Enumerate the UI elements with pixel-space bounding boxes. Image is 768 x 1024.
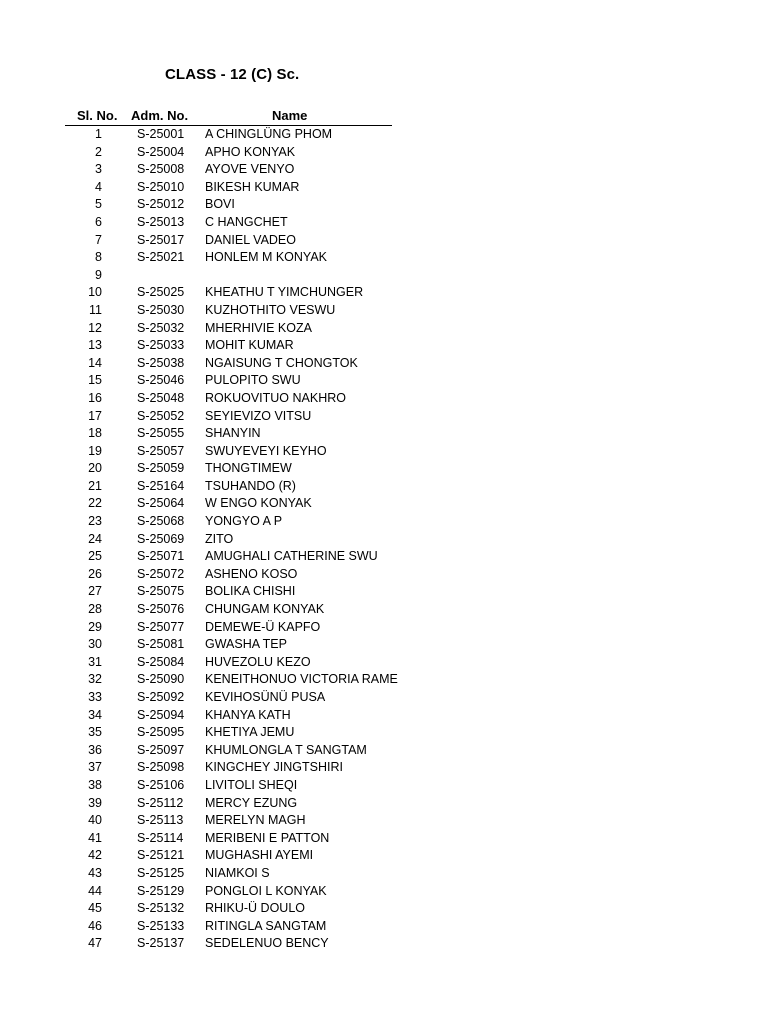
table-row: [65, 495, 392, 513]
student-name-cell: KUZHOTHITO VESWU: [205, 302, 336, 317]
table-row: [65, 214, 392, 232]
admission-number-cell: S-25057: [137, 443, 185, 458]
student-name-cell: GWASHA TEP: [205, 637, 287, 652]
table-row: [65, 443, 392, 461]
student-name-cell: BIKESH KUMAR: [205, 179, 300, 194]
table-row: [65, 812, 392, 830]
serial-number-cell: 46: [88, 918, 102, 933]
serial-number-cell: 47: [88, 936, 102, 951]
table-row: [65, 935, 392, 953]
student-name-cell: AYOVE VENYO: [205, 162, 295, 177]
student-name-cell: NIAMKOI S: [205, 865, 270, 880]
admission-number-cell: S-25097: [137, 742, 185, 757]
table-row: [65, 671, 398, 689]
serial-number-cell: 6: [95, 214, 102, 229]
student-name-cell: SEDELENUO BENCY: [205, 936, 329, 951]
table-row: [65, 284, 392, 302]
student-roster-table: [65, 106, 398, 953]
student-name-cell: BOLIKA CHISHI: [205, 584, 296, 599]
table-row: [65, 601, 392, 619]
serial-number-cell: 18: [88, 426, 102, 441]
table-row: [65, 320, 392, 338]
serial-number-cell: 27: [88, 584, 102, 599]
admission-number-cell: S-25032: [137, 320, 185, 335]
serial-number-cell: 38: [88, 777, 102, 792]
admission-number-cell: S-25132: [137, 901, 185, 916]
table-row: [65, 232, 392, 250]
serial-number-cell: 36: [88, 742, 102, 757]
serial-number-cell: 19: [88, 443, 102, 458]
admission-number-cell: S-25133: [137, 918, 185, 933]
table-row: [65, 408, 392, 426]
serial-number-cell: 13: [88, 338, 102, 353]
serial-number-cell: 8: [95, 250, 102, 265]
admission-number-cell: S-25052: [137, 408, 185, 423]
serial-number-cell: 24: [88, 531, 102, 546]
table-row: [65, 478, 392, 496]
student-name-cell: BOVI: [205, 197, 235, 212]
header-admission-number: Adm. No.: [131, 108, 189, 123]
student-name-cell: AMUGHALI CATHERINE SWU: [205, 549, 378, 564]
student-name-cell: KHUMLONGLA T SANGTAM: [205, 742, 367, 757]
serial-number-cell: 4: [95, 179, 102, 194]
table-row: [65, 144, 392, 162]
student-name-cell: KINGCHEY JINGTSHIRI: [205, 760, 343, 775]
student-name-cell: DANIEL VADEO: [205, 232, 296, 247]
table-row: [65, 249, 392, 267]
table-row: [65, 161, 392, 179]
serial-number-cell: 28: [88, 602, 102, 617]
admission-number-cell: S-25095: [137, 725, 185, 740]
table-row: [65, 759, 392, 777]
admission-number-cell: S-25113: [137, 813, 184, 828]
table-row: [65, 566, 392, 584]
header-serial-number: Sl. No.: [77, 108, 118, 123]
admission-number-cell: S-25004: [137, 144, 185, 159]
admission-number-cell: S-25033: [137, 338, 185, 353]
admission-number-cell: S-25125: [137, 865, 185, 880]
serial-number-cell: 10: [88, 285, 102, 300]
table-row: [65, 355, 392, 373]
admission-number-cell: S-25030: [137, 302, 185, 317]
student-name-cell: MHERHIVIE KOZA: [205, 320, 312, 335]
student-name-cell: KHEATHU T YIMCHUNGER: [205, 285, 364, 300]
table-row: [65, 126, 392, 144]
table-row: [65, 918, 392, 936]
admission-number-cell: S-25076: [137, 602, 185, 617]
student-name-cell: DEMEWE-Ü KAPFO: [205, 619, 321, 634]
student-name-cell: W ENGO KONYAK: [205, 496, 312, 511]
student-name-cell: KHANYA KATH: [205, 707, 291, 722]
table-row: [65, 548, 392, 566]
serial-number-cell: 31: [88, 654, 102, 669]
student-name-cell: A CHINGLÜNG PHOM: [205, 127, 333, 141]
table-row: [65, 302, 392, 320]
table-row: [65, 619, 392, 637]
table-row: [65, 531, 392, 549]
table-row: [65, 267, 392, 285]
student-name-cell: THONGTIMEW: [205, 461, 292, 476]
student-name-cell: HUVEZOLU KEZO: [205, 654, 311, 669]
admission-number-cell: S-25092: [137, 690, 185, 704]
table-row: [65, 777, 392, 795]
table-row: [65, 795, 392, 813]
serial-number-cell: 7: [95, 232, 102, 247]
admission-number-cell: S-25106: [137, 777, 185, 792]
serial-number-cell: 17: [88, 408, 102, 423]
serial-number-cell: 32: [88, 672, 102, 687]
admission-number-cell: S-25075: [137, 584, 185, 599]
serial-number-cell: 39: [88, 795, 102, 810]
student-name-cell: YONGYO A P: [205, 514, 283, 529]
student-name-cell: MERELYN MAGH: [205, 813, 306, 828]
admission-number-cell: S-25025: [137, 285, 185, 300]
student-name-cell: KHETIYA JEMU: [205, 725, 295, 740]
student-name-cell: RITINGLA SANGTAM: [205, 918, 327, 933]
serial-number-cell: 40: [88, 813, 102, 828]
admission-number-cell: S-25064: [137, 496, 185, 511]
serial-number-cell: 14: [88, 355, 102, 370]
admission-number-cell: S-25055: [137, 426, 185, 441]
table-row: [65, 513, 392, 531]
table-row: [65, 425, 392, 443]
table-row: [65, 636, 392, 654]
serial-number-cell: 34: [88, 707, 102, 722]
table-row: [65, 654, 392, 672]
student-name-cell: CHUNGAM KONYAK: [205, 602, 325, 617]
serial-number-cell: 41: [88, 830, 102, 845]
header-name: Name: [272, 108, 308, 123]
student-name-cell: ZITO: [205, 531, 234, 546]
student-name-cell: MERIBENI E PATTON: [205, 830, 330, 845]
serial-number-cell: 37: [88, 760, 102, 775]
serial-number-cell: 44: [88, 883, 102, 898]
admission-number-cell: S-25010: [137, 179, 185, 194]
admission-number-cell: S-25129: [137, 883, 185, 898]
serial-number-cell: 45: [88, 901, 102, 916]
student-name-cell: MOHIT KUMAR: [205, 338, 294, 353]
student-name-cell: PULOPITO SWU: [205, 373, 301, 388]
admission-number-cell: S-25137: [137, 936, 185, 951]
admission-number-cell: S-25038: [137, 355, 185, 370]
admission-number-cell: S-25121: [137, 848, 185, 863]
admission-number-cell: S-25059: [137, 461, 185, 476]
serial-number-cell: 12: [88, 320, 102, 335]
student-name-cell: KEVIHOSÜNÜ PUSA: [205, 690, 326, 704]
student-name-cell: MUGHASHI AYEMI: [205, 848, 314, 863]
serial-number-cell: 5: [95, 197, 102, 212]
serial-number-cell: 29: [88, 619, 102, 634]
table-row: [65, 865, 392, 883]
serial-number-cell: 25: [88, 549, 102, 564]
student-name-cell: MERCY EZUNG: [205, 795, 298, 810]
serial-number-cell: 2: [95, 144, 102, 159]
admission-number-cell: S-25008: [137, 162, 185, 177]
serial-number-cell: 16: [88, 390, 102, 405]
student-name-cell: PONGLOI L KONYAK: [205, 883, 327, 898]
table-row: [65, 583, 392, 601]
admission-number-cell: S-25081: [137, 637, 185, 652]
table-row: [65, 337, 392, 355]
serial-number-cell: 42: [88, 848, 102, 863]
table-body: [65, 126, 398, 953]
admission-number-cell: S-25068: [137, 514, 185, 529]
admission-number-cell: S-25013: [137, 214, 185, 229]
table-header: [65, 106, 392, 126]
serial-number-cell: 35: [88, 725, 102, 740]
serial-number-cell: 1: [95, 127, 102, 141]
table-row: [65, 689, 392, 707]
student-name-cell: SHANYIN: [205, 426, 261, 441]
student-name-cell: C HANGCHET: [205, 214, 288, 229]
admission-number-cell: S-25046: [137, 373, 185, 388]
admission-number-cell: S-25090: [137, 672, 185, 687]
serial-number-cell: 22: [88, 496, 102, 511]
student-name-cell: HONLEM M KONYAK: [205, 250, 328, 265]
serial-number-cell: 30: [88, 637, 102, 652]
admission-number-cell: S-25001: [137, 127, 185, 141]
table-row: [65, 196, 392, 214]
page-title: CLASS - 12 (C) Sc.: [165, 66, 300, 83]
student-name-cell: KENEITHONUO VICTORIA RAME: [205, 672, 398, 687]
serial-number-cell: 9: [95, 267, 102, 282]
serial-number-cell: 23: [88, 514, 102, 529]
table-row: [65, 390, 392, 408]
admission-number-cell: S-25164: [137, 478, 185, 493]
serial-number-cell: 20: [88, 461, 102, 476]
table-row: [65, 724, 392, 742]
table-row: [65, 460, 392, 478]
admission-number-cell: S-25048: [137, 390, 185, 405]
table-row: [65, 900, 392, 918]
serial-number-cell: 3: [95, 162, 102, 177]
serial-number-cell: 11: [89, 302, 102, 317]
serial-number-cell: 21: [88, 478, 102, 493]
table-row: [65, 883, 392, 901]
admission-number-cell: S-25021: [137, 250, 185, 265]
student-name-cell: SWUYEVEYI KEYHO: [205, 443, 327, 458]
student-name-cell: SEYIEVIZO VITSU: [205, 408, 312, 423]
table-row: [65, 830, 392, 848]
serial-number-cell: 15: [88, 373, 102, 388]
table-row: [65, 707, 392, 725]
admission-number-cell: S-25069: [137, 531, 185, 546]
serial-number-cell: 43: [88, 865, 102, 880]
admission-number-cell: S-25112: [137, 795, 184, 810]
table-row: [65, 372, 392, 390]
student-name-cell: LIVITOLI SHEQI: [205, 777, 298, 792]
student-name-cell: APHO KONYAK: [205, 144, 296, 159]
student-name-cell: ROKUOVITUO NAKHRO: [205, 390, 346, 405]
student-name-cell: NGAISUNG T CHONGTOK: [205, 355, 358, 370]
admission-number-cell: S-25094: [137, 707, 185, 722]
admission-number-cell: S-25012: [137, 197, 185, 212]
admission-number-cell: S-25017: [137, 232, 185, 247]
table-row: [65, 847, 392, 865]
student-name-cell: ASHENO KOSO: [205, 566, 298, 581]
table-row: [65, 179, 392, 197]
admission-number-cell: S-25084: [137, 654, 185, 669]
admission-number-cell: S-25077: [137, 619, 185, 634]
admission-number-cell: S-25071: [137, 549, 185, 564]
serial-number-cell: 26: [88, 566, 102, 581]
table-row: [65, 742, 392, 760]
serial-number-cell: 33: [88, 690, 102, 704]
admission-number-cell: S-25098: [137, 760, 185, 775]
student-name-cell: TSUHANDO (R): [205, 478, 296, 493]
admission-number-cell: S-25114: [137, 830, 184, 845]
admission-number-cell: S-25072: [137, 566, 185, 581]
student-name-cell: RHIKU-Ü DOULO: [205, 901, 306, 916]
